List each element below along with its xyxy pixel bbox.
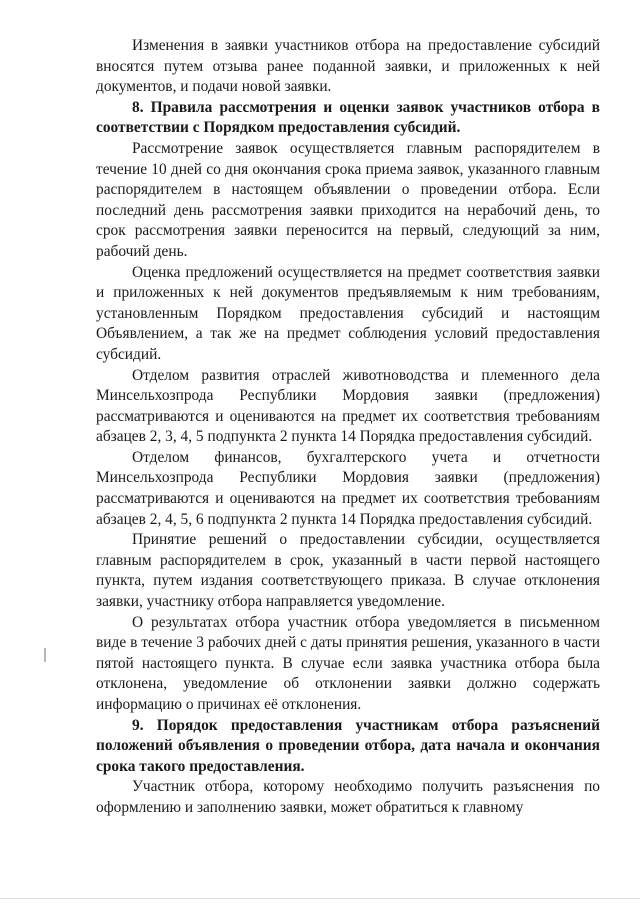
paragraph-review-period: Рассмотрение заявок осуществляется главным распорядителем в течение 10 дней со дня окончания срока приема заявок, указанного главным распорядителем в настоящем объявлении о проведении отбора. Если последний день рассмотрения заявки приходится на нерабочий день, то срок рассмотрения заявки переносится на первый, следующий за ним, рабочий день. xyxy=(96,139,600,260)
section-heading-8: 8. Правила рассмотрения и оценки заявок участников отбора в соответствии с Порядком предоставления субсидий. xyxy=(96,98,600,137)
scan-artifact-mark xyxy=(44,648,46,662)
paragraph-finance-department: Отделом финансов, бухгалтерского учета и отчетности Минсельхозпрода Республики Мордовия заявки (предложения) рассматриваются и оцениваются на предмет их соответствия требованиям абзацев 2, 4, 5, 6 подпункта 2 пункта 14 Порядка предоставления субсидий. xyxy=(96,448,600,528)
document-body xyxy=(96,36,600,819)
section-heading-9: 9. Порядок предоставления участникам отбора разъяснений положений объявления о проведении отбора, дата начала и окончания срока такого предоставления. xyxy=(96,716,600,775)
paragraph-decision: Принятие решений о предоставлении субсидии, осуществляется главным распорядителем в срок, указанный в части первой настоящего пункта, путем издания соответствующего приказа. В случае отклонения заявки, участнику отбора направляется уведомление. xyxy=(96,531,600,611)
paragraph-evaluation: Оценка предложений осуществляется на предмет соответствия заявки и приложенных к ней документов предъявляемым к ним требованиям, установленным Порядком предоставления субсидий и настоящим Объявлением, а так же на предмет соблюдения условий предоставления субсидий. xyxy=(96,263,600,363)
paragraph-clarifications: Участник отбора, которому необходимо получить разъяснения по оформлению и заполнению заявки, может обратиться к главному xyxy=(96,778,600,816)
paragraph-livestock-department: Отделом развития отраслей животноводства и племенного дела Минсельхозпрода Республики Мордовия заявки (предложения) рассматриваются и оцениваются на предмет их соответствия требованиям абзацев 2, 3, 4, 5 подпункта 2 пункта 14 Порядка предоставления субсидий. xyxy=(96,366,600,446)
page-bottom-edge xyxy=(0,898,640,899)
paragraph-amendments: Изменения в заявки участников отбора на предоставление субсидий вносятся путем отзыва ранее поданной заявки, и приложенных к ней документов, и подачи новой заявки. xyxy=(96,37,600,96)
paragraph-notification: О результатах отбора участник отбора уведомляется в письменном виде в течение 3 рабочих дней с даты принятия решения, указанного в части пятой настоящего пункта. В случае если заявка участника отбора была отклонена, уведомление об отклонении заявки должно содержать информацию о причинах её отклонения. xyxy=(96,613,600,713)
